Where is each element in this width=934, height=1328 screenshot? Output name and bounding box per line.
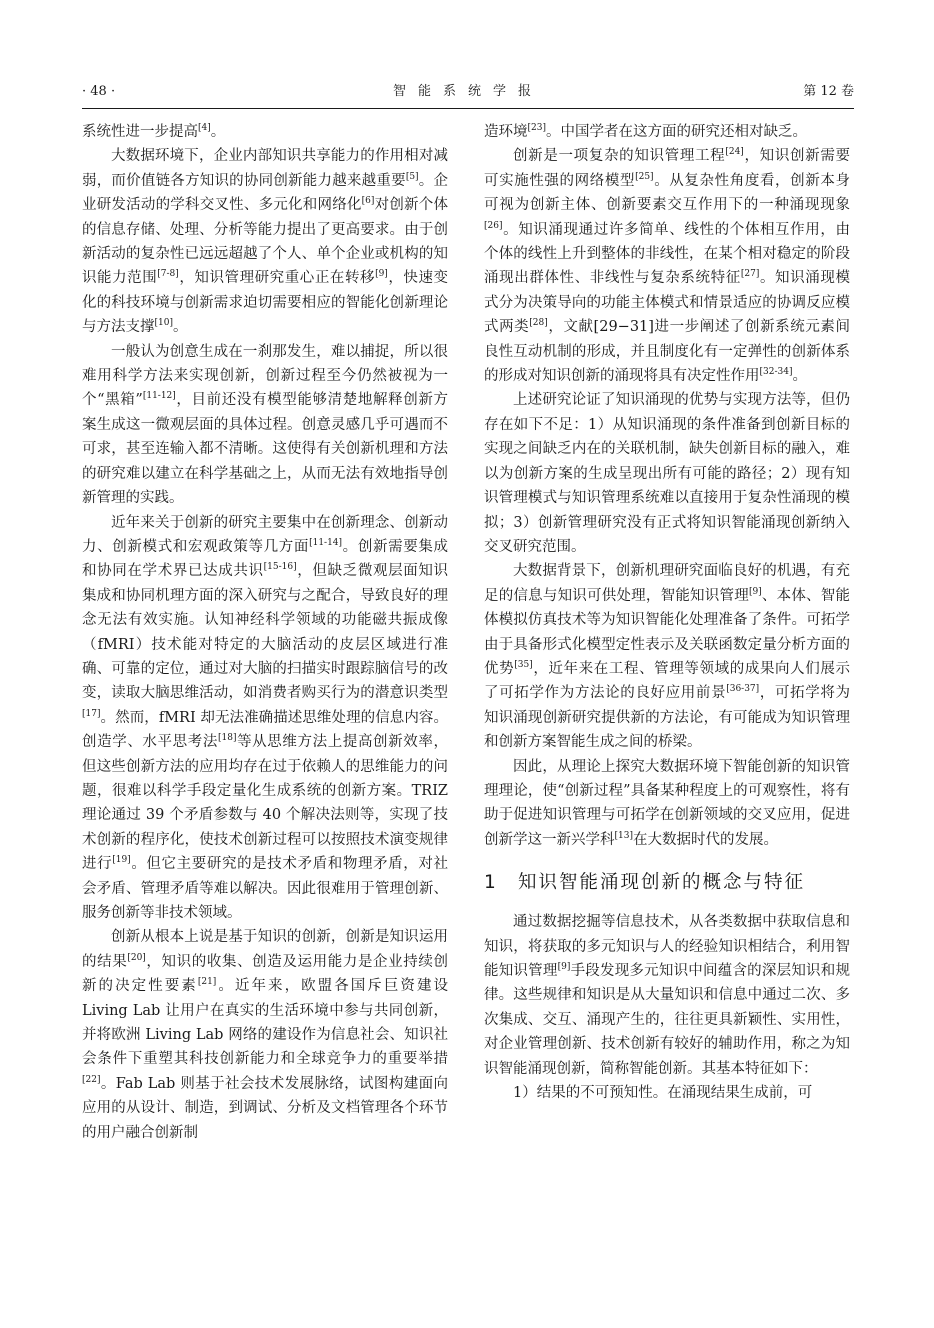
citation-ref: [18]: [217, 733, 237, 744]
text-run: 。然而，fMRI 却无法准确描述思维处理的信息内容。创造学、水平思考法: [82, 709, 448, 751]
body-paragraph: [82, 511, 448, 926]
text-run: 。但它主要研究的是技术矛盾和物理矛盾，对社会矛盾、管理矛盾等难以解决。因此很难用于管理创新、服务创新等非技术领域。: [82, 856, 448, 921]
citation-ref: [7-8]: [157, 269, 179, 280]
text-run: 上述研究论证了知识涌现的优势与实现方法等，但仍存在如下不足：1）从知识涌现的条件准备到创新目标的实现之间缺乏内在的关联机制，缺失创新目标的融入，难以为创新方案的生成呈现出所有可能的路径；2）现有知识管理模式与知识管理系统难以直接用于复杂性涌现的模拟；3）创新管理研究没有正式将知识智能涌现创新纳入交叉研究范围。: [484, 392, 850, 555]
text-run: 造环境: [484, 124, 528, 140]
citation-ref: [19]: [112, 855, 131, 866]
citation-ref: [22]: [82, 1075, 101, 1086]
text-run: 对创新个体的信息存储、处理、分析等能力提出了更高要求。由于创新活动的复杂性已远远超越了个人、单个企业或机构的知识能力范围: [82, 197, 448, 287]
body-paragraph: [484, 559, 850, 754]
citation-ref: [4]: [198, 123, 211, 134]
text-run: 等从思维方法上提高创新效率，但这些创新方法的应用均存在过于依赖人的思维能力的问题，很难以科学手段定量化生成系统的创新方案。TRIZ 理论通过 39 个矛盾参数与 40 个解决法则等，实现了技术创新的程序化，使技术创新过程可以按照技术演变规律进行: [82, 734, 448, 873]
citation-ref: [23]: [527, 123, 546, 134]
citation-ref: [28]: [529, 318, 548, 329]
text-run: 通过数据挖掘等信息技术，从各类数据中获取信息和知识，将获取的多元知识与人的经验知识相结合，利用智能知识管理: [484, 914, 850, 979]
text-run: 。Fab Lab 则基于社会技术发展脉络，试图构建面向应用的从设计、制造，到调试、分析及文档管理各个环节的用户融合创新制: [82, 1075, 448, 1141]
page-number: · 48 ·: [82, 84, 116, 99]
text-run: 。近年来，欧盟各国斥巨资建设 Living Lab 让用户在真实的生活环境中参与共同创新，并将欧洲 Living Lab 网络的建设作为信息社会、知识社会条件下重塑其科技创新能力和全球竞争力的重要举措: [82, 978, 449, 1068]
section-title: 知识智能涌现创新的概念与特征: [518, 872, 806, 894]
text-run: 创新是一项复杂的知识管理工程: [513, 148, 726, 165]
page-header: [82, 80, 854, 104]
text-run: 1）结果的不可预知性。在涌现结果生成前，可: [513, 1085, 813, 1102]
text-run: ，目前还没有模型能够清楚地解释创新方案生成这一微观层面的具体过程。创意灵感几乎可遇而不可求，甚至连输入都不清晰。这使得有关创新机理和方法的研究难以建立在科学基础之上，从而无法有效地指导创新管理的实践。: [82, 392, 449, 507]
text-run: 近年来关于创新的研究主要集中在创新理念、创新动力、创新模式和宏观政策等几方面: [82, 514, 448, 555]
text-run: ，知识的收集、创造及运用能力是企业持续创新的决定性要素: [82, 953, 448, 995]
text-run: 。从复杂性角度看，创新本身可视为创新主体、创新要素交互作用下的一种涌现现象: [484, 172, 850, 214]
citation-ref: [11-14]: [309, 538, 343, 549]
citation-ref: [13]: [614, 830, 633, 841]
right-column: [484, 120, 850, 1105]
section-number: 1: [484, 872, 498, 894]
text-run: 。企业研发活动的学科交叉性、多元化和网络化: [82, 172, 448, 214]
header-rule: [82, 108, 854, 109]
citation-ref: [9]: [557, 962, 571, 973]
text-run: ，近年来在工程、管理等领域的成果向人们展示了可拓学作为方法论的良好应用前景: [484, 660, 850, 702]
body-paragraph: [82, 340, 448, 511]
text-run: 。创新需要集成和协同在学术界已达成共识: [82, 538, 449, 580]
body-paragraph: [484, 144, 850, 388]
citation-ref: [5]: [405, 171, 419, 182]
body-paragraph: [82, 120, 448, 144]
left-column: [82, 120, 448, 1145]
citation-ref: [9]: [375, 269, 388, 280]
text-run: 一般认为创意生成在一刹那发生，难以捕捉，所以很难用科学方法来实现创新，创新过程至今仍然被视为一个“黑箱”: [82, 343, 448, 409]
citation-ref: [6]: [361, 196, 375, 207]
text-run: 大数据背景下，创新机理研究面临良好的机遇，有充足的信息与知识可供处理，智能知识管理: [484, 563, 850, 604]
text-run: 、本体、智能体模拟仿真技术等为知识智能化处理准备了条件。可拓学由于具备形式化模型定性表示及关联函数定量分析方面的优势: [484, 587, 850, 677]
citation-ref: [26]: [484, 220, 503, 231]
text-run: ，可拓学将为知识涌现创新研究提供新的方法论，有可能成为知识管理和创新方案智能生成之间的桥梁。: [484, 685, 850, 751]
citation-ref: [17]: [82, 708, 101, 719]
citation-ref: [11-12]: [142, 391, 176, 402]
text-run: 。: [210, 124, 226, 140]
text-run: 。知识涌现通过许多简单、线性的个体相互作用，由个体的线性上升到整体的非线性，在某个相对稳定的阶段涌现出群体性、非线性与复杂系统特征: [484, 221, 850, 287]
citation-ref: [9]: [748, 586, 762, 597]
citation-ref: [20]: [127, 952, 146, 963]
text-run: ，但缺乏微观层面知识集成和协同机理方面的深入研究与之配合，导致良好的理念无法有效实施。认知神经科学领域的功能磁共振成像（fMRI）技术能对特定的大脑活动的皮层区域进行准确、可靠的定位，通过对大脑的扫描实时跟踪脑信号的改变，读取大脑思维活动，如消费者购买行为的潜意识类型: [82, 563, 449, 702]
body-paragraph: [484, 120, 850, 144]
text-run: 。中国学者在这方面的研究还相对缺乏。: [545, 124, 807, 140]
volume-label: 第 12 卷: [803, 84, 854, 99]
citation-ref: [32-34]: [759, 367, 793, 378]
body-paragraph: [484, 1081, 850, 1105]
text-run: ，知识创新需要可实施性强的网络模型: [484, 148, 850, 189]
text-run: 。: [172, 319, 188, 336]
body-paragraph: [82, 144, 448, 339]
text-run: 创新从根本上说是基于知识的创新，创新是知识运用的结果: [82, 929, 448, 970]
body-paragraph: [82, 925, 448, 1145]
text-run: 。知识涌现模式分为决策导向的功能主体模式和情景适应的协调反应模式两类: [484, 270, 850, 336]
text-run: ，知识管理研究重心正在转移: [178, 270, 376, 287]
citation-ref: [10]: [154, 318, 173, 329]
body-paragraph: [484, 388, 850, 559]
citation-ref: [27]: [740, 269, 760, 280]
text-run: 大数据环境下，企业内部知识共享能力的作用相对减弱，而价值链各方知识的协同创新能力越来越重要: [82, 148, 448, 189]
citation-ref: [15-16]: [263, 562, 297, 573]
text-run: 在大数据时代的发展。: [632, 831, 778, 848]
section-heading: [484, 870, 850, 896]
citation-ref: [21]: [197, 977, 217, 988]
body-paragraph: [484, 755, 850, 853]
text-run: 系统性进一步提高: [82, 124, 198, 140]
body-paragraph: [484, 910, 850, 1081]
text-run: 因此，从理论上探究大数据环境下智能创新的知识管理理论，使“创新过程”具备某种程度上的可观察性，将有助于促进知识管理与可拓学在创新领域的交叉应用，促进创新学这一新兴学科: [484, 758, 850, 848]
text-run: ，快速变化的科技环境与创新需求迫切需要相应的智能化创新理论与方法支撑: [82, 270, 449, 336]
citation-ref: [24]: [725, 147, 744, 158]
text-run: 。: [792, 368, 807, 385]
text-run: 手段发现多元知识中间蕴含的深层知识和规律。这些规律和知识是从大量知识和信息中通过二次、多次集成、交互、涌现产生的，往往更具新颖性、实用性，对企业管理创新、技术创新有较好的辅助作用，称之为知识智能涌现创新，简称智能创新。其基本特征如下：: [484, 963, 850, 1077]
text-run: ，文献[29−31]进一步阐述了创新系统元素间良性互动机制的形成，并且制度化有一定弹性的创新体系的形成对知识创新的涌现将具有决定性作用: [484, 319, 850, 385]
citation-ref: [25]: [635, 171, 654, 182]
citation-ref: [35]: [514, 660, 533, 671]
citation-ref: [36-37]: [726, 684, 760, 695]
journal-title: 智能系统学报: [392, 84, 543, 99]
